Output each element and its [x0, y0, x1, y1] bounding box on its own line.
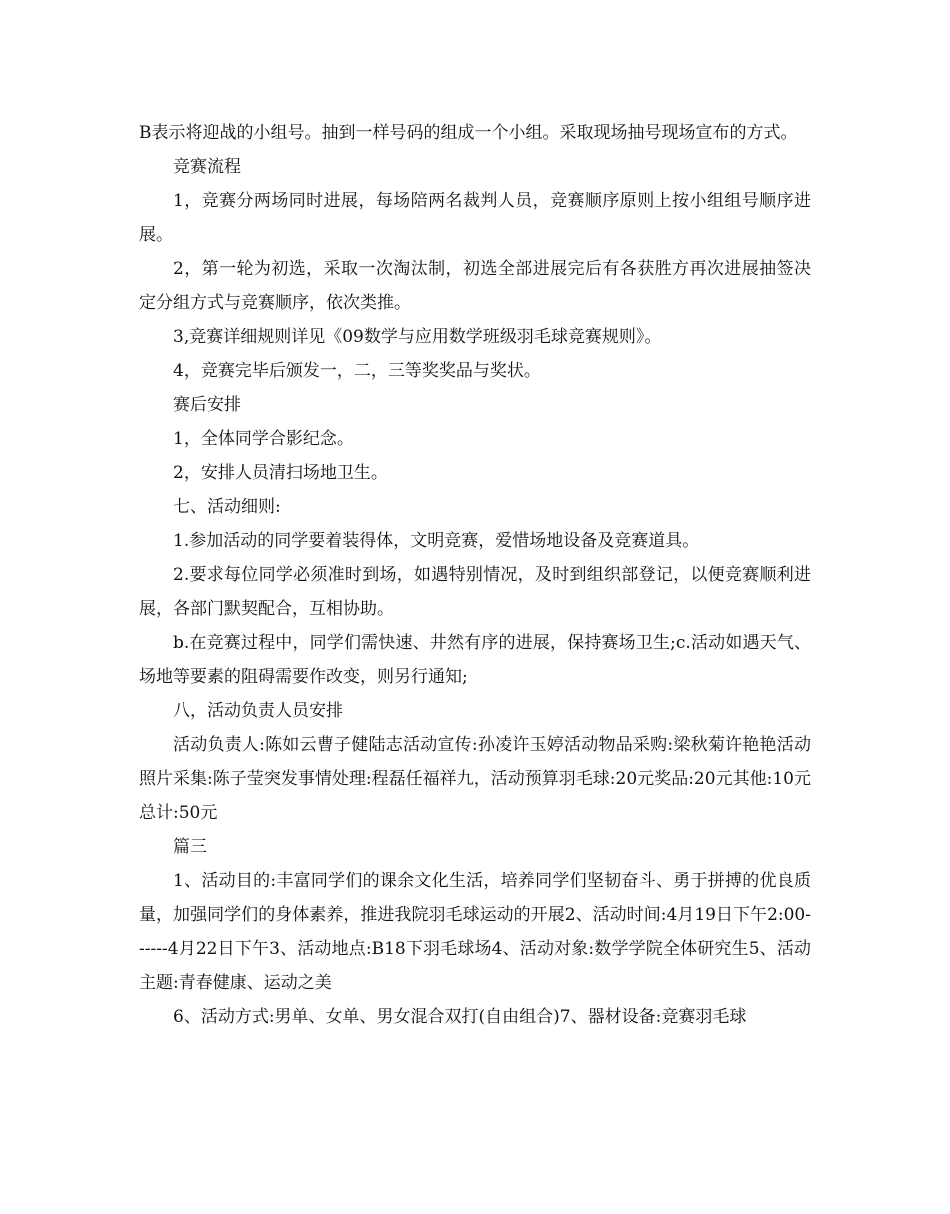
heading-section-7: 七、活动细则:	[173, 497, 281, 517]
heading-post-game: 赛后安排	[173, 395, 241, 415]
paragraph-part3-6: 6、活动方式:男单、女单、男女混合双打(自由组合)7、器材设备:竞赛羽毛球	[173, 1007, 747, 1027]
paragraph-rules-b: b.在竞赛过程中，同学们需快速、井然有序的进展，保持赛场卫生;c.活动如遇天气、场地等要素的阻碍需要作改变，则另行通知;	[139, 633, 811, 687]
paragraph-rules-1: 1.参加活动的同学要着装得体，文明竞赛，爱惜场地设备及竞赛道具。	[173, 531, 700, 551]
paragraph-process-4: 4，竞赛完毕后颁发一，二，三等奖奖品与奖状。	[173, 361, 541, 381]
paragraph-process-1: 1，竞赛分两场同时进展，每场陪两名裁判人员，竞赛顺序原则上按小组组号顺序进展。	[139, 191, 811, 245]
heading-section-8: 八，活动负责人员安排	[173, 701, 343, 721]
paragraph-rules-2: 2.要求每位同学必须准时到场，如遇特别情况，及时到组织部登记，以便竞赛顺利进展，各部门默契配合，互相协助。	[139, 565, 811, 619]
heading-part-3: 篇三	[173, 837, 207, 857]
heading-competition-process: 竞赛流程	[173, 157, 241, 177]
paragraph-part3-1: 1、活动目的:丰富同学们的课余文化生活，培养同学们坚韧奋斗、勇于拼搏的优良质量，加强同学们的身体素养，推进我院羽毛球运动的开展2、活动时间:4月19日下午2:00------4月22日下午3、活动地点:B18下羽毛球场4、活动对象:数学学院全体研究生5、活动主题:青春健康、运动之美	[139, 871, 811, 993]
paragraph-process-3: 3,竞赛详细规则详见《09数学与应用数学班级羽毛球竞赛规则》。	[173, 327, 662, 347]
paragraph-intro-continued: B表示将迎战的小组号。抽到一样号码的组成一个小组。采取现场抽号现场宣布的方式。	[139, 123, 798, 143]
paragraph-post-game-2: 2，安排人员清扫场地卫生。	[173, 463, 388, 483]
paragraph-post-game-1: 1，全体同学合影纪念。	[173, 429, 354, 449]
paragraph-staff: 活动负责人:陈如云曹子健陆志活动宣传:孙凌许玉婷活动物品采购:梁秋菊许艳艳活动照片采集:陈子莹突发事情处理:程磊任福祥九，活动预算羽毛球:20元奖品:20元其他:10元总计:50元	[139, 735, 811, 823]
paragraph-process-2: 2，第一轮为初选，采取一次淘汰制，初选全部进展完后有各获胜方再次进展抽签决定分组方式与竞赛顺序，依次类推。	[139, 259, 811, 313]
